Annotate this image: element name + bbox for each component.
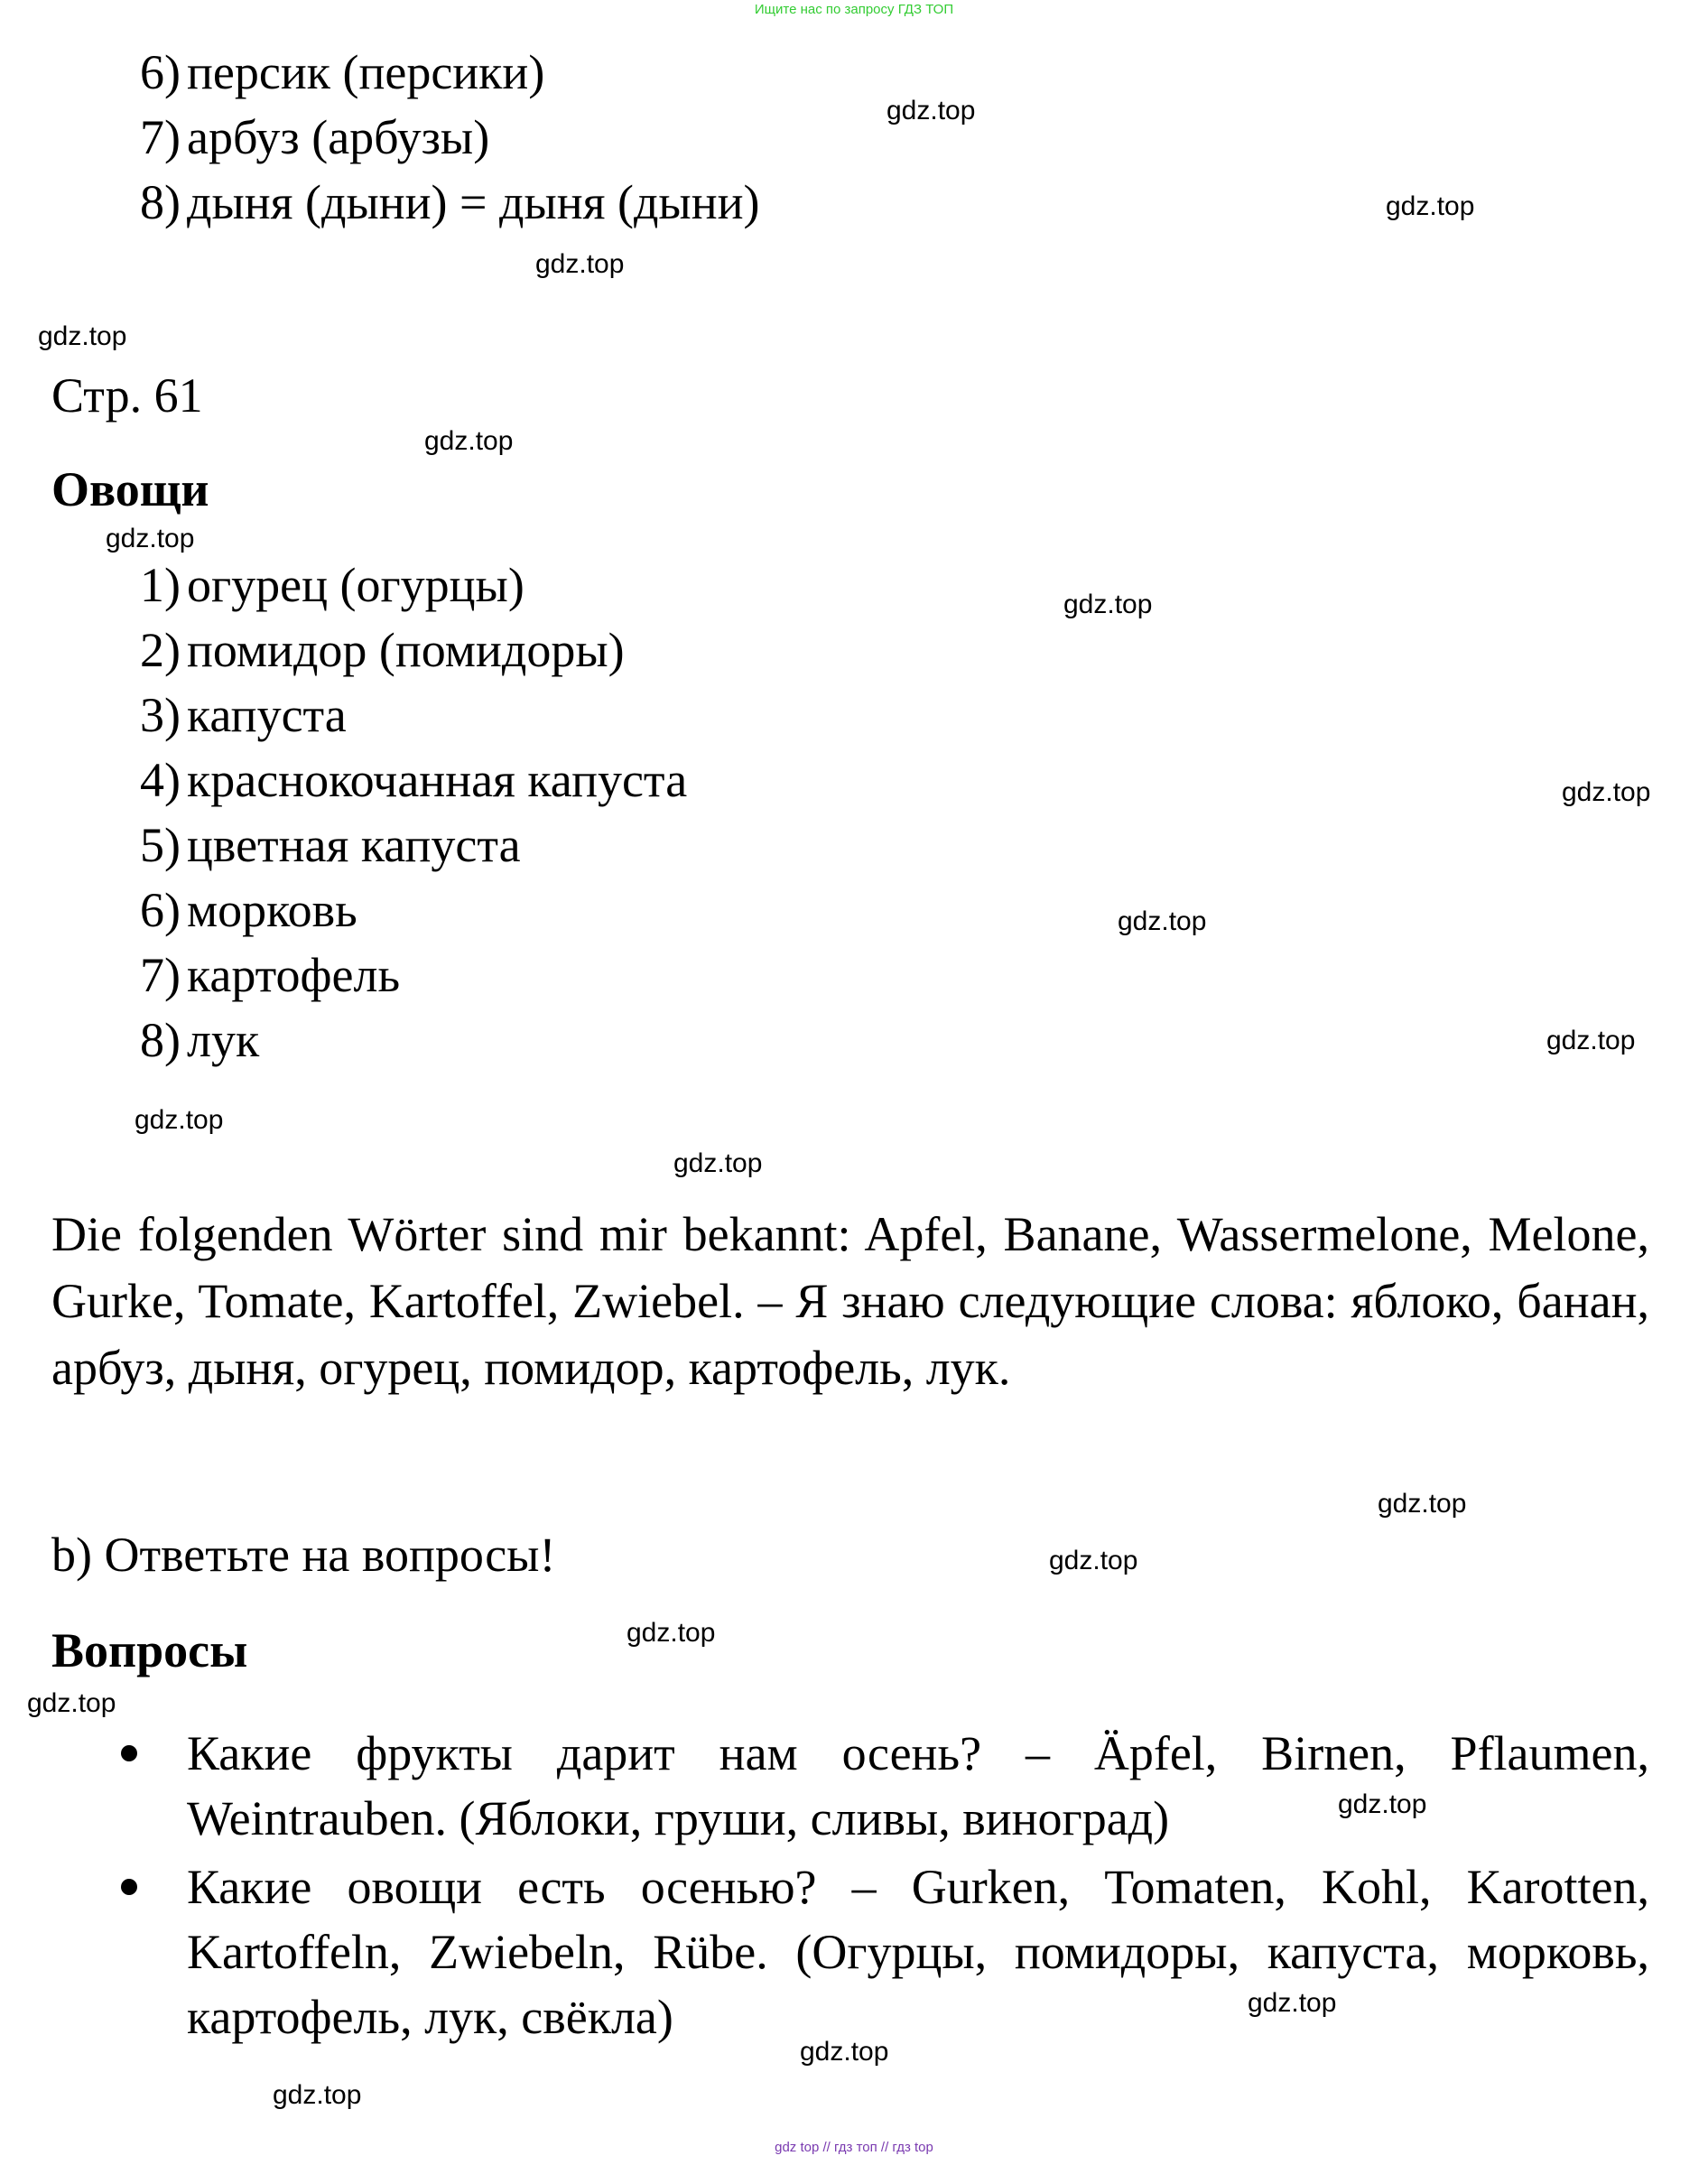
watermark: gdz.top [27,1688,116,1718]
list-item-text: лук [187,1013,260,1067]
watermark: gdz.top [424,426,514,456]
list-item-number: 4) [140,753,181,807]
questions-heading: Вопросы [51,1623,248,1677]
watermark: gdz.top [1248,1988,1337,2018]
list-item-number: 3) [140,688,181,742]
question-text: Какие фрукты дарит нам осень? – Äpfel, Birnen, Pflaumen, Weintrauben. (Яблоки, груши, сливы, виноград) [187,1726,1649,1845]
bullet-icon [121,1879,137,1895]
question-text: Какие овощи есть осенью? – Gurken, Tomaten, Kohl, Karotten, Kartoffeln, Zwiebeln, Rübe. (Огурцы, помидоры, капуста, морковь, картофель, лук, свёкла) [187,1860,1649,2044]
list-item-number: 7) [140,948,181,1002]
watermark: gdz.top [38,321,127,351]
list-item-text: персик (персики) [187,45,545,99]
watermark: gdz.top [535,249,625,279]
vegetables-heading: Овощи [51,462,209,516]
list-item-text: капуста [187,688,347,742]
list-item-number: 1) [140,558,181,612]
watermark: gdz.top [1118,906,1207,936]
watermark: gdz.top [1386,191,1475,221]
top-banner[interactable]: Ищите нас по запросу ГДЗ ТОП [754,2,954,17]
list-item-text: цветная капуста [187,818,521,872]
known-words-paragraph: Die folgenden Wörter sind mir bekannt: Apfel, Banane, Wassermelone, Melone, Gurke, Tomate, Kartoffel, Zwiebel. – Я знаю следующие слова: яблоко, банан, арбуз, дыня, огурец, помидор, картофель, лук. [51,1207,1649,1395]
watermark: gdz.top [673,1148,763,1178]
watermark: gdz.top [800,2037,889,2067]
watermark: gdz.top [1338,1789,1427,1819]
list-item-text: огурец (огурцы) [187,558,524,612]
list-item-text: картофель [187,948,401,1002]
list-item-text: краснокочанная капуста [187,753,688,807]
watermark: gdz.top [1049,1546,1138,1575]
watermark: gdz.top [1546,1026,1636,1055]
watermark: gdz.top [886,96,976,125]
page-reference: Стр. 61 [51,368,203,423]
list-item-number: 6) [140,45,181,99]
task-b-instruction: b) Ответьте на вопросы! [51,1528,556,1582]
list-item-text: дыня (дыни) = дыня (дыни) [187,175,760,229]
list-item-number: 7) [140,110,181,164]
watermark: gdz.top [273,2080,362,2110]
list-item-number: 2) [140,623,181,677]
watermark: gdz.top [106,524,195,553]
bullet-icon [121,1745,137,1761]
list-item-number: 6) [140,883,181,937]
watermark: gdz.top [1378,1489,1467,1519]
list-item-number: 8) [140,175,181,229]
watermark: gdz.top [1562,777,1651,807]
watermark: gdz.top [135,1105,224,1135]
watermark: gdz.top [1063,590,1153,619]
list-item-number: 5) [140,818,181,872]
watermark: gdz.top [627,1618,716,1648]
list-item-text: морковь [187,883,357,937]
footer-links[interactable]: gdz top // гдз топ // гдз top [775,2140,933,2155]
list-item-text: помидор (помидоры) [187,623,625,677]
list-item-text: арбуз (арбузы) [187,110,490,164]
list-item-number: 8) [140,1013,181,1067]
